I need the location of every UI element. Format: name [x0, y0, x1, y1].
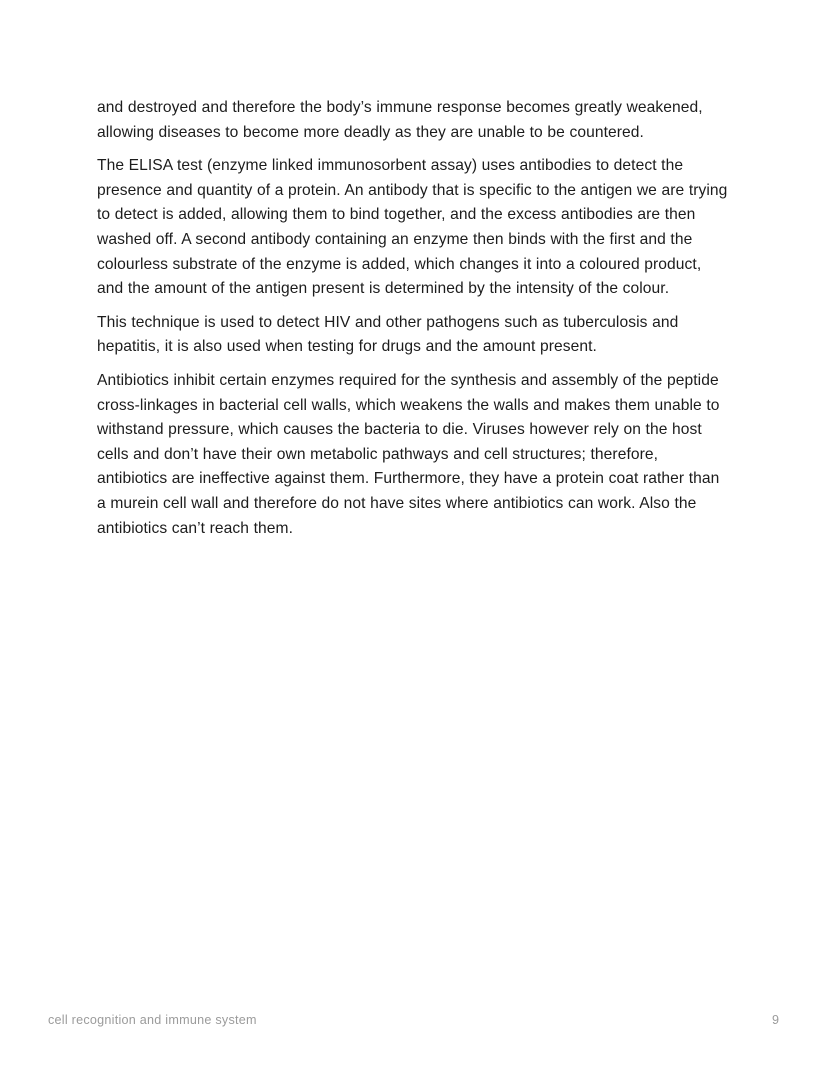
document-body [97, 96, 731, 541]
paragraph: and destroyed and therefore the body’s immune response becomes greatly weakened, allowing diseases to become more deadly as they are unable to be countered. [97, 99, 703, 141]
page-footer [48, 1009, 780, 1031]
paragraph: Antibiotics inhibit certain enzymes required for the synthesis and assembly of the peptide cross-linkages in bacterial cell walls, which weakens the walls and makes them unable to withstand pressure, which causes the bacteria to die. Viruses however rely on the host cells and don’t have their own metabolic pathways and cell structures; therefore, antibiotics are ineffective against them. Furthermore, they have a protein coat rather than a murein cell wall and therefore do not have sites where antibiotics can work. Also the antibiotics can’t reach them. [97, 371, 720, 537]
page-number: 9 [771, 1013, 779, 1027]
paragraph: This technique is used to detect HIV and other pathogens such as tuberculosis and hepatitis, it is also used when testing for drugs and the amount present. [97, 313, 679, 356]
paragraph: The ELISA test (enzyme linked immunosorbent assay) uses antibodies to detect the presence and quantity of a protein. An antibody that is specific to the antigen we are trying to detect is added, allowing them to bind together, and the excess antibodies are then washed off. A second antibody containing an enzyme then binds with the first and the colourless substrate of the enzyme is added, which changes it into a coloured product, and the amount of the antigen present is determined by the intensity of the colour. [97, 157, 728, 298]
footer-caption: cell recognition and immune system [48, 1013, 257, 1027]
